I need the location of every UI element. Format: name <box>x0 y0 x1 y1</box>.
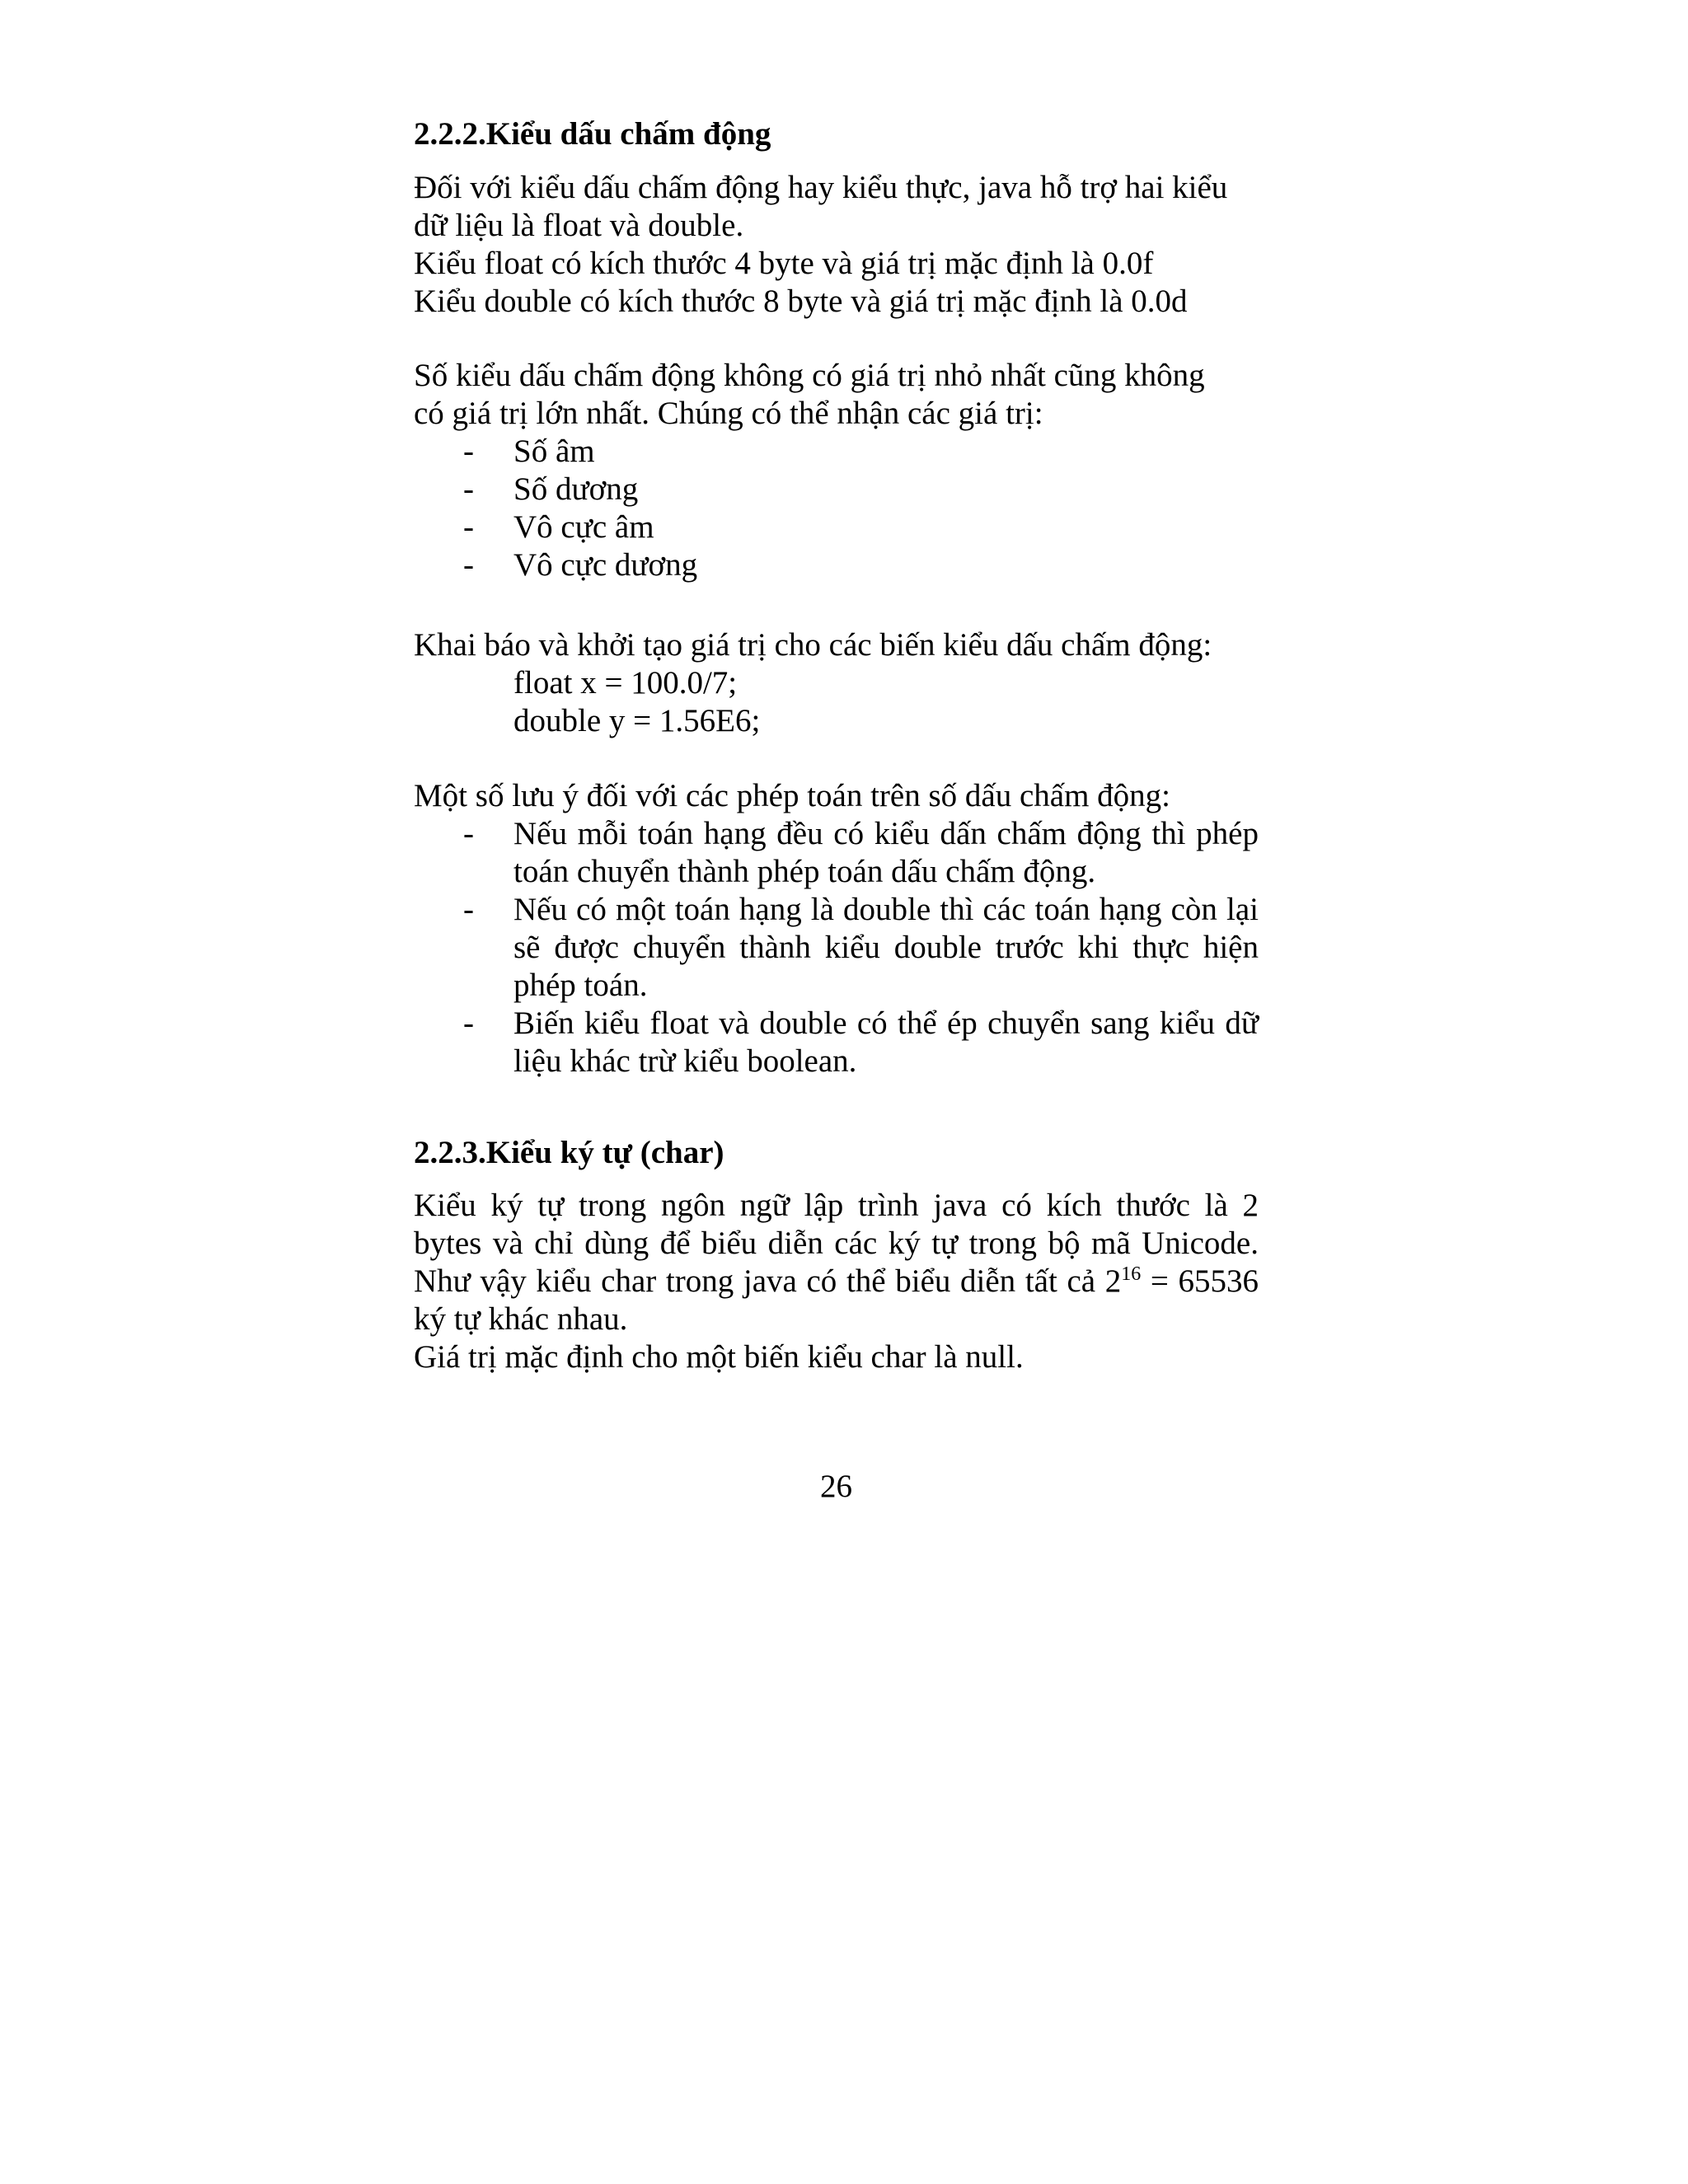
bullet-dash: - <box>463 509 474 545</box>
list-item <box>414 815 1259 891</box>
float-values-list <box>414 433 1259 584</box>
declare-intro: Khai báo và khởi tạo giá trị cho các biến kiểu dấu chấm động: <box>414 627 1212 663</box>
bullet-dash: - <box>463 471 474 507</box>
list-item-text: Nếu có một toán hạng là double thì các toán hạng còn lại sẽ được chuyển thành kiểu double trước khi thực hiện phép toán. <box>513 892 1259 1003</box>
bullet-dash: - <box>463 892 474 927</box>
list-item <box>414 891 1259 1005</box>
char-body-line: ký tự khác nhau. <box>414 1301 628 1337</box>
list-item <box>414 433 1259 471</box>
bullet-dash: - <box>463 1005 474 1041</box>
section-heading-float: 2.2.2.Kiểu dấu chấm động <box>414 116 771 152</box>
exponent: 16 <box>1121 1263 1142 1285</box>
list-item-text: Vô cực dương <box>513 547 698 583</box>
char-default-value: Giá trị mặc định cho một biến kiểu char là null. <box>414 1339 1024 1375</box>
list-item <box>414 1005 1259 1080</box>
code-example <box>513 664 760 740</box>
float-intro-line: Kiểu float có kích thước 4 byte và giá trị mặc định là 0.0f <box>414 246 1154 281</box>
notes-list <box>414 815 1259 1080</box>
bullet-dash: - <box>463 434 474 469</box>
list-item-text: Số dương <box>513 471 639 507</box>
list-item <box>414 471 1259 509</box>
char-body-paragraph <box>414 1187 1259 1376</box>
char-body-line: Kiểu ký tự trong ngôn ngữ lập trình java có kích thước là 2 <box>414 1188 1259 1223</box>
float-intro-paragraph <box>414 169 1259 321</box>
notes-intro: Một số lưu ý đối với các phép toán trên số dấu chấm động: <box>414 778 1171 813</box>
char-body-line <box>414 1263 1259 1301</box>
document-page <box>414 0 1259 2184</box>
bullet-dash: - <box>463 547 474 583</box>
float-intro-line: Đối với kiểu dấu chấm động hay kiểu thực, java hỗ trợ hai kiểu <box>414 170 1228 205</box>
code-line: double y = 1.56E6; <box>513 703 761 738</box>
code-line: float x = 100.0/7; <box>513 665 738 701</box>
float-values-line: Số kiểu dấu chấm động không có giá trị nhỏ nhất cũng không <box>414 358 1205 393</box>
list-item <box>414 546 1259 584</box>
char-body-text: = 65536 <box>1141 1263 1259 1299</box>
char-body-text: Như vậy kiểu char trong java có thể biểu diễn tất cả 2 <box>414 1263 1122 1299</box>
float-values-paragraph <box>414 357 1259 433</box>
bullet-dash: - <box>463 816 474 851</box>
float-intro-line: Kiểu double có kích thước 8 byte và giá trị mặc định là 0.0d <box>414 284 1188 319</box>
float-values-line: có giá trị lớn nhất. Chúng có thể nhận các giá trị: <box>414 396 1043 431</box>
float-intro-line: dữ liệu là float và double. <box>414 208 744 243</box>
list-item <box>414 509 1259 546</box>
list-item-text: Biến kiểu float và double có thể ép chuyển sang kiểu dữ liệu khác trừ kiểu boolean. <box>513 1005 1259 1079</box>
list-item-text: Vô cực âm <box>513 509 654 545</box>
page-number: 26 <box>820 1469 852 1504</box>
list-item-text: Số âm <box>513 434 595 469</box>
section-heading-char: 2.2.3.Kiểu ký tự (char) <box>414 1135 724 1170</box>
list-item-text: Nếu mỗi toán hạng đều có kiểu dấn chấm động thì phép toán chuyển thành phép toán dấu chấm động. <box>513 816 1259 889</box>
char-body-line: bytes và chỉ dùng để biểu diễn các ký tự trong bộ mã Unicode. <box>414 1226 1259 1261</box>
